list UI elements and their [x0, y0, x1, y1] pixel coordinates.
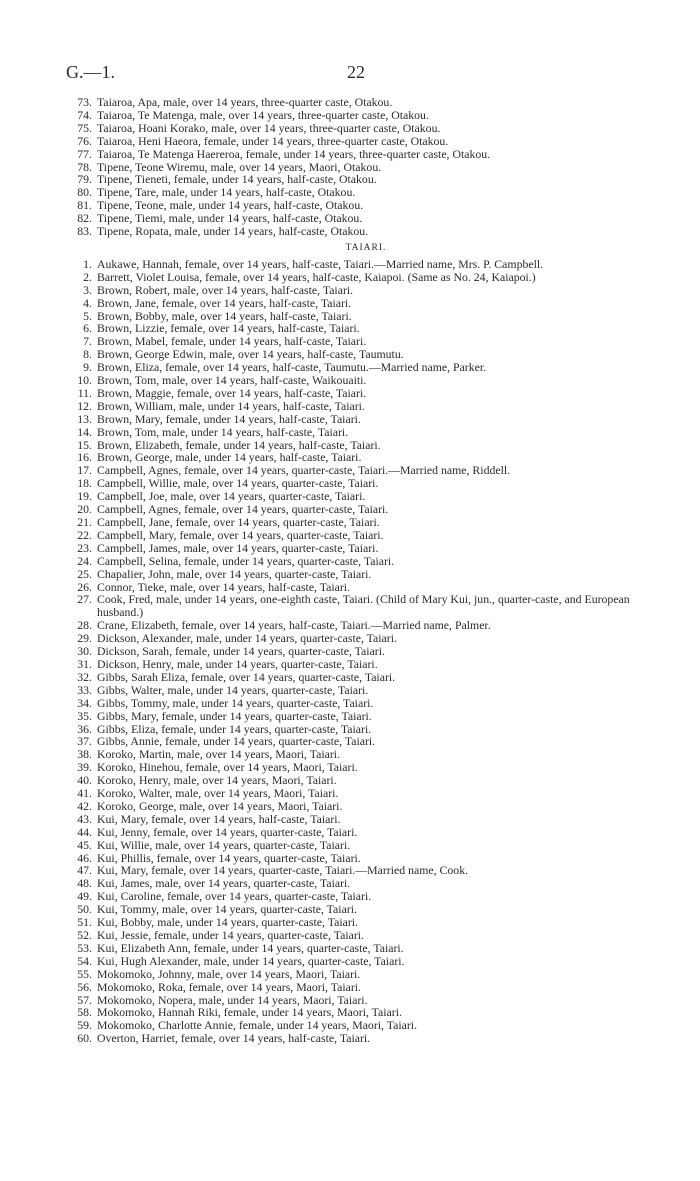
entry-text: Mokomoko, Charlotte Annie, female, under 14 years, Maori, Taiari.	[97, 1018, 418, 1033]
list-item	[66, 297, 666, 310]
entry-number: 42.	[77, 798, 92, 813]
list-item	[66, 555, 666, 568]
entry-number: 34.	[77, 695, 92, 710]
list-item	[66, 929, 666, 942]
entry-text: Kui, Caroline, female, over 14 years, quarter-caste, Taiari.	[97, 889, 372, 904]
entry-number: 22.	[77, 527, 92, 542]
entry-number: 49.	[77, 889, 92, 904]
list-item	[66, 96, 666, 109]
entry-number: 18.	[77, 476, 92, 491]
entry-text: Brown, Elizabeth, female, under 14 years, half-caste, Taiari.	[97, 437, 381, 452]
entry-text: Gibbs, Mary, female, under 14 years, quarter-caste, Taiari.	[97, 708, 372, 723]
entry-number: 79.	[77, 172, 92, 187]
entry-text: Tipene, Tare, male, under 14 years, half-caste, Otakou.	[97, 185, 356, 200]
entry-text: Kui, Jessie, female, under 14 years, quarter-caste, Taiari.	[97, 928, 364, 942]
entry-number: 25.	[77, 566, 92, 581]
page-header	[66, 62, 646, 82]
entry-number: 40.	[77, 773, 92, 788]
entry-text: Barrett, Violet Louisa, female, over 14 years, half-caste, Kaiapoi. (Same as No. 24, Kaiapoi.)	[97, 269, 536, 284]
entry-text: Kui, Jenny, female, over 14 years, quarter-caste, Taiari.	[97, 824, 358, 839]
entry-number: 73.	[77, 95, 92, 109]
entry-text: Kui, Willie, male, over 14 years, quarter-caste, Taiari.	[97, 837, 351, 852]
entry-number: 5.	[83, 308, 92, 323]
entry-number: 46.	[77, 850, 92, 865]
entry-number: 14.	[77, 424, 92, 439]
entry-text: Kui, Elizabeth Ann, female, under 14 years, quarter-caste, Taiari.	[97, 940, 404, 955]
entry-text: Gibbs, Annie, female, under 14 years, quarter-caste, Taiari.	[97, 734, 376, 749]
list-item	[66, 400, 666, 413]
entry-number: 80.	[77, 185, 92, 200]
entry-number: 36.	[77, 721, 92, 736]
entry-text: Dickson, Alexander, male, under 14 years, quarter-caste, Taiari.	[97, 631, 397, 646]
entry-text: Brown, Lizzie, female, over 14 years, half-caste, Taiari.	[97, 321, 360, 336]
entry-number: 3.	[83, 282, 92, 297]
entry-text: Campbell, James, male, over 14 years, quarter-caste, Taiari.	[97, 540, 379, 555]
entry-text: Mokomoko, Johnny, male, over 14 years, Maori, Taiari.	[97, 966, 361, 981]
list-item	[66, 413, 666, 426]
entry-number: 75.	[77, 120, 92, 135]
entry-number: 48.	[77, 876, 92, 891]
otakou-entries	[66, 96, 666, 238]
list-item	[66, 426, 666, 439]
entry-text: Taiaroa, Apa, male, over 14 years, three-quarter caste, Otakou.	[97, 95, 393, 109]
entry-text: Brown, George Edwin, male, over 14 years, half-caste, Taumutu.	[97, 347, 404, 362]
entry-text: Brown, Tom, male, over 14 years, half-caste, Waikouaiti.	[97, 373, 367, 388]
list-item	[66, 258, 666, 271]
entry-text: Brown, Mary, female, under 14 years, half-caste, Taiari.	[97, 411, 361, 426]
list-item	[66, 826, 666, 839]
entry-number: 15.	[77, 437, 92, 452]
list-item	[66, 284, 666, 297]
list-item	[66, 800, 666, 813]
entry-text: Taiaroa, Te Matenga Haereroa, female, under 14 years, three-quarter caste, Otakou.	[97, 146, 491, 161]
entry-text: Tipene, Teone Wiremu, male, over 14 years, Maori, Otakou.	[97, 159, 382, 174]
list-item	[66, 109, 666, 122]
entry-text: Dickson, Henry, male, under 14 years, quarter-caste, Taiari.	[97, 656, 378, 671]
entry-text: Tipene, Tieneti, female, under 14 years, half-caste, Otakou.	[97, 172, 377, 187]
entry-text: Crane, Elizabeth, female, over 14 years, half-caste, Taiari.—Married name, Palmer.	[97, 618, 491, 633]
section-heading-taiari: TAIARI.	[345, 242, 387, 253]
entry-number: 19.	[77, 489, 92, 504]
entry-number: 38.	[77, 747, 92, 762]
entry-text: Koroko, Martin, male, over 14 years, Maori, Taiari.	[97, 747, 341, 762]
entry-text: Mokomoko, Nopera, male, under 14 years, Maori, Taiari.	[97, 992, 368, 1007]
list-item	[66, 839, 666, 852]
entry-number: 10.	[77, 373, 92, 388]
entry-text: Mokomoko, Roka, female, over 14 years, Maori, Taiari.	[97, 979, 361, 994]
entry-number: 11.	[77, 385, 92, 400]
entry-number: 8.	[83, 347, 92, 362]
entry-text: Campbell, Jane, female, over 14 years, quarter-caste, Taiari.	[97, 515, 380, 529]
list-item	[66, 135, 666, 148]
list-item	[66, 684, 666, 697]
entry-number: 59.	[77, 1018, 92, 1033]
list-item	[66, 374, 666, 387]
entry-number: 21.	[77, 515, 92, 529]
entry-text: Brown, Mabel, female, under 14 years, half-caste, Taiari.	[97, 334, 367, 349]
entry-number: 35.	[77, 708, 92, 723]
list-item	[66, 516, 666, 529]
entry-number: 51.	[77, 915, 92, 930]
entry-number: 9.	[83, 360, 92, 375]
entry-text: Brown, Jane, female, over 14 years, half-caste, Taiari.	[97, 295, 352, 310]
entry-number: 12.	[77, 398, 92, 413]
entry-text: Connor, Tieke, male, over 14 years, half-caste, Taiari.	[97, 579, 351, 594]
entry-text: Brown, Maggie, female, over 14 years, half-caste, Taiari.	[97, 385, 367, 400]
register-list	[66, 96, 666, 1045]
entry-text: Kui, Bobby, male, under 14 years, quarter-caste, Taiari.	[97, 915, 358, 930]
list-item	[66, 529, 666, 542]
entry-text: Campbell, Selina, female, under 14 years, quarter-caste, Taiari.	[97, 553, 395, 568]
list-item	[66, 710, 666, 723]
entry-number: 76.	[77, 133, 92, 148]
entry-text: Chapalier, John, male, over 14 years, quarter-caste, Taiari.	[97, 566, 372, 581]
entry-number: 47.	[77, 863, 92, 878]
entry-text: Gibbs, Tommy, male, under 14 years, quarter-caste, Taiari.	[97, 695, 374, 710]
entry-number: 37.	[77, 734, 92, 749]
entry-text: Koroko, Walter, male, over 14 years, Maori, Taiari.	[97, 786, 339, 801]
entry-number: 23.	[77, 540, 92, 555]
entry-text: Tipene, Teone, male, under 14 years, half-caste, Otakou.	[97, 198, 364, 213]
entry-text: Koroko, George, male, over 14 years, Maori, Taiari.	[97, 798, 343, 813]
entry-number: 78.	[77, 159, 92, 174]
entry-text: Gibbs, Sarah Eliza, female, over 14 years, quarter-caste, Taiari.	[97, 669, 396, 684]
entry-number: 27.	[77, 592, 92, 607]
entry-text: Kui, Phillis, female, over 14 years, quarter-caste, Taiari.	[97, 850, 361, 865]
list-item	[66, 968, 666, 981]
taiari-entries	[66, 258, 666, 1045]
entry-text: Campbell, Agnes, female, over 14 years, quarter-caste, Taiari.—Married name, Riddell.	[97, 463, 511, 478]
entry-number: 60.	[77, 1031, 92, 1046]
entry-number: 55.	[77, 966, 92, 981]
entry-text: Kui, Mary, female, over 14 years, quarter-caste, Taiari.—Married name, Cook.	[97, 863, 469, 878]
entry-number: 4.	[83, 295, 92, 310]
entry-number: 41.	[77, 786, 92, 801]
entry-text: Mokomoko, Hannah Riki, female, under 14 years, Maori, Taiari.	[97, 1005, 402, 1020]
entry-text: Campbell, Mary, female, over 14 years, quarter-caste, Taiari.	[97, 527, 384, 542]
entry-text: Gibbs, Walter, male, under 14 years, quarter-caste, Taiari.	[97, 682, 369, 697]
entry-text: Overton, Harriet, female, over 14 years, half-caste, Taiari.	[97, 1031, 371, 1046]
list-item	[66, 568, 666, 581]
entry-number: 7.	[83, 334, 92, 349]
entry-text: Taiaroa, Hoani Korako, male, over 14 years, three-quarter caste, Otakou.	[97, 120, 441, 135]
list-item	[66, 1032, 666, 1045]
entry-number: 26.	[77, 579, 92, 594]
entry-number: 57.	[77, 992, 92, 1007]
entry-number: 31.	[77, 656, 92, 671]
entry-number: 32.	[77, 669, 92, 684]
entry-text: Taiaroa, Heni Haeora, female, under 14 years, three-quarter caste, Otakou.	[97, 133, 449, 148]
entry-text: Tipene, Ropata, male, under 14 years, half-caste, Otakou.	[97, 224, 369, 239]
entry-number: 20.	[77, 502, 92, 517]
entry-text: Koroko, Hinehou, female, over 14 years, Maori, Taiari.	[97, 760, 358, 775]
entry-number: 52.	[77, 928, 92, 942]
list-item	[66, 148, 666, 161]
entry-number: 33.	[77, 682, 92, 697]
entry-number: 13.	[77, 411, 92, 426]
list-item	[66, 387, 666, 400]
entry-number: 16.	[77, 450, 92, 465]
entry-number: 24.	[77, 553, 92, 568]
list-item	[66, 271, 666, 284]
entry-text: Kui, Tommy, male, over 14 years, quarter-caste, Taiari.	[97, 902, 357, 917]
entry-text: Campbell, Agnes, female, over 14 years, quarter-caste, Taiari.	[97, 502, 389, 517]
entry-number: 2.	[83, 269, 92, 284]
entry-text: Brown, William, male, under 14 years, half-caste, Taiari.	[97, 398, 365, 413]
list-item	[66, 593, 666, 619]
entry-text: Kui, Mary, female, over 14 years, half-caste, Taiari.	[97, 811, 341, 826]
entry-text: Cook, Fred, male, under 14 years, one-eighth caste, Taiari. (Child of Mary Kui, jun., quarter-caste, and European husband.)	[97, 592, 630, 620]
entry-text: Aukawe, Hannah, female, over 14 years, half-caste, Taiari.—Married name, Mrs. P. Campbell.	[97, 256, 544, 271]
entry-number: 39.	[77, 760, 92, 775]
page-number: 22	[347, 62, 365, 82]
entry-text: Kui, Hugh Alexander, male, under 14 years, quarter-caste, Taiari.	[97, 953, 405, 968]
list-item	[66, 671, 666, 684]
document-reference: G.—1.	[66, 62, 115, 82]
entry-number: 29.	[77, 631, 92, 646]
entry-number: 43.	[77, 811, 92, 826]
entry-number: 50.	[77, 902, 92, 917]
entry-number: 83.	[77, 224, 92, 239]
list-item	[66, 981, 666, 994]
list-item	[66, 225, 666, 238]
entry-number: 81.	[77, 198, 92, 213]
entry-number: 54.	[77, 953, 92, 968]
entry-number: 28.	[77, 618, 92, 633]
list-item	[66, 697, 666, 710]
entry-number: 44.	[77, 824, 92, 839]
entry-number: 53.	[77, 940, 92, 955]
entry-number: 17.	[77, 463, 92, 478]
entry-number: 56.	[77, 979, 92, 994]
entry-text: Brown, Tom, male, under 14 years, half-caste, Taiari.	[97, 424, 349, 439]
entry-text: Brown, Bobby, male, over 14 years, half-caste, Taiari.	[97, 308, 352, 323]
entry-number: 82.	[77, 211, 92, 226]
entry-text: Campbell, Willie, male, over 14 years, quarter-caste, Taiari.	[97, 476, 379, 491]
entry-text: Campbell, Joe, male, over 14 years, quarter-caste, Taiari.	[97, 489, 366, 504]
list-item	[66, 658, 666, 671]
entry-number: 74.	[77, 107, 92, 122]
entry-text: Koroko, Henry, male, over 14 years, Maori, Taiari.	[97, 773, 337, 788]
list-item	[66, 942, 666, 955]
list-item	[66, 122, 666, 135]
entry-number: 6.	[83, 321, 92, 336]
entry-text: Tipene, Tiemi, male, under 14 years, half-caste, Otakou.	[97, 211, 363, 226]
entry-text: Kui, James, male, over 14 years, quarter-caste, Taiari.	[97, 876, 351, 891]
entry-text: Gibbs, Eliza, female, under 14 years, quarter-caste, Taiari.	[97, 721, 372, 736]
list-item	[66, 813, 666, 826]
entry-number: 77.	[77, 146, 92, 161]
entry-number: 58.	[77, 1005, 92, 1020]
entry-text: Brown, Eliza, female, over 14 years, half-caste, Taumutu.—Married name, Parker.	[97, 360, 487, 375]
entry-number: 1.	[83, 256, 92, 271]
entry-number: 45.	[77, 837, 92, 852]
entry-number: 30.	[77, 644, 92, 659]
entry-text: Brown, Robert, male, over 14 years, half-caste, Taiari.	[97, 282, 354, 297]
list-item	[66, 787, 666, 800]
entry-text: Brown, George, male, under 14 years, half-caste, Taiari.	[97, 450, 362, 465]
entry-text: Dickson, Sarah, female, under 14 years, quarter-caste, Taiari.	[97, 644, 385, 659]
list-item	[66, 955, 666, 968]
entry-text: Taiaroa, Te Matenga, male, over 14 years, three-quarter caste, Otakou.	[97, 107, 429, 122]
list-item	[66, 542, 666, 555]
